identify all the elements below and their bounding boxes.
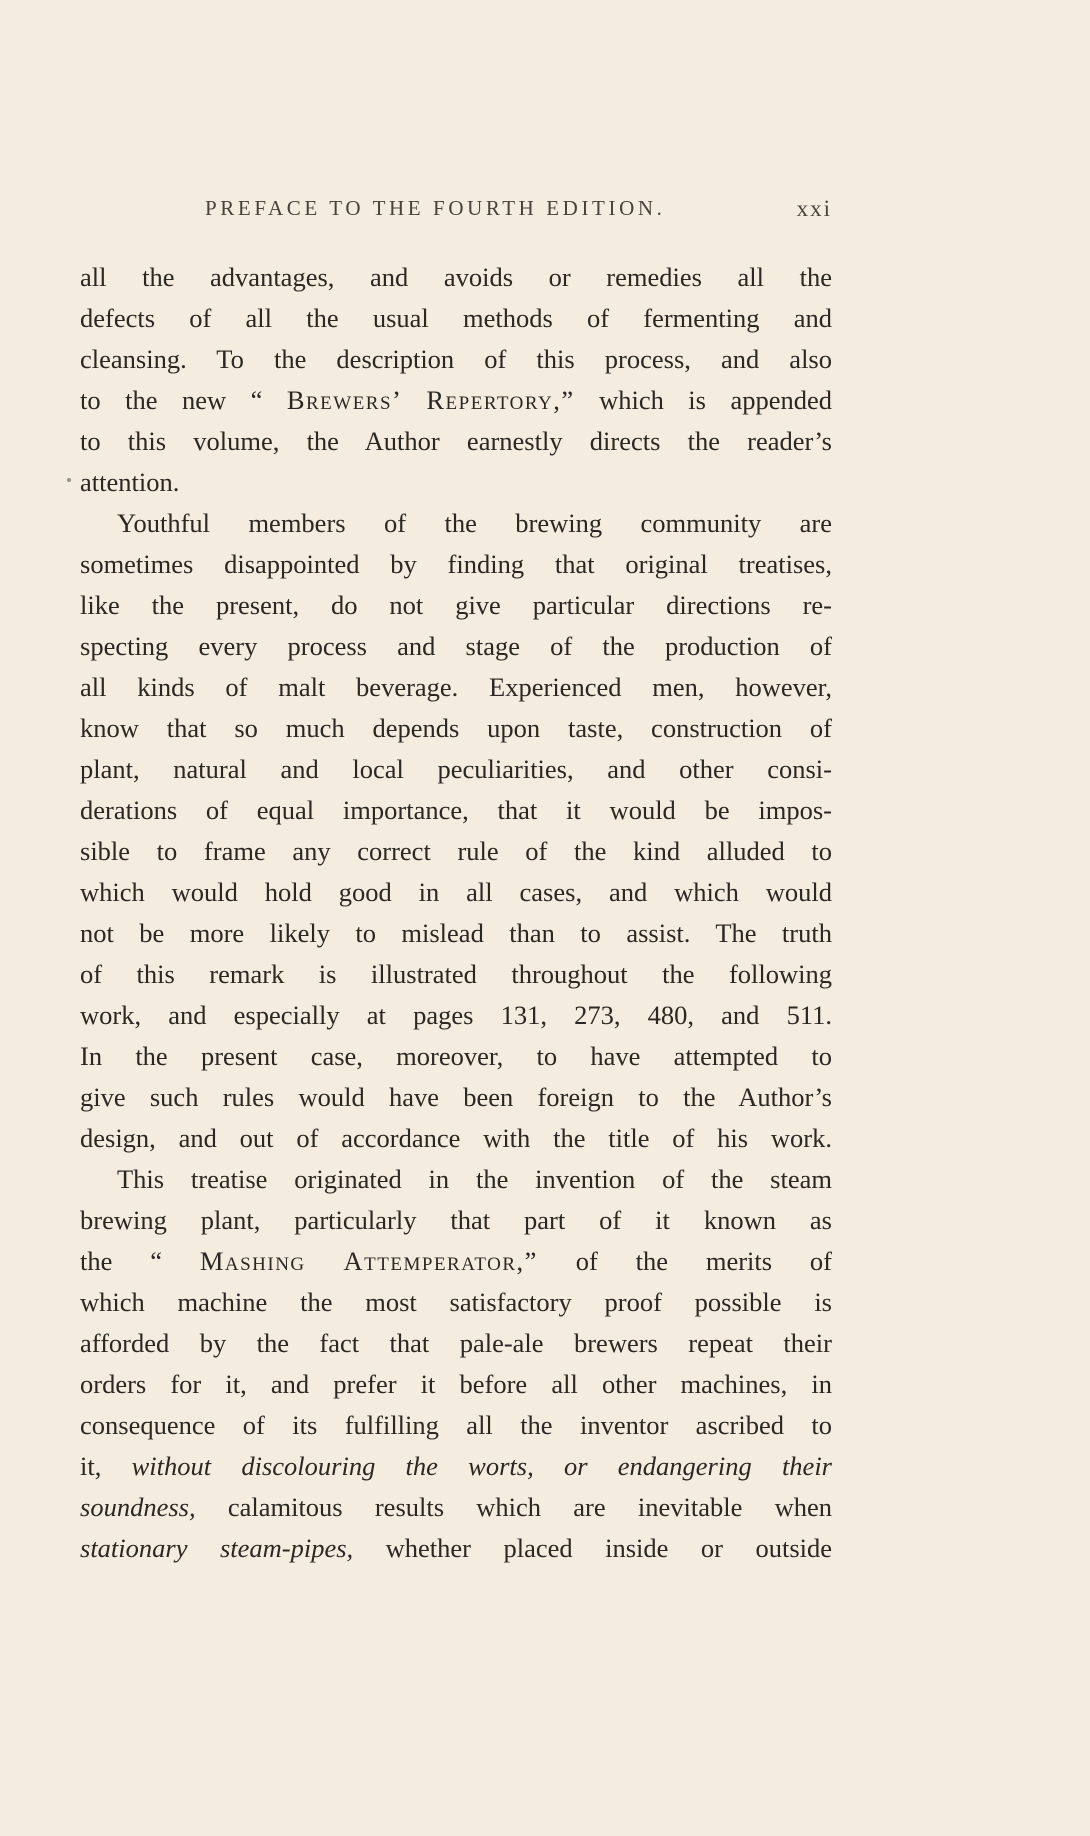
text-line: which machine the most satisfactory proof possible is	[80, 1287, 832, 1317]
text-line: all the advantages, and avoids or remedies all the	[80, 262, 832, 292]
text-line: attention.	[80, 467, 180, 497]
text-run: which is appended	[574, 385, 832, 415]
text-line: cleansing. To the description of this process, and also	[80, 344, 832, 374]
italic-text: without discolouring the worts, or endangering their	[131, 1451, 832, 1481]
italic-text: soundness,	[80, 1492, 196, 1522]
running-header	[80, 196, 832, 232]
text-line	[80, 1446, 832, 1487]
text-line: In the present case, moreover, to have attempted to	[80, 1041, 832, 1071]
text-run: whether placed inside or outside	[353, 1533, 833, 1563]
running-title: PREFACE TO THE FOURTH EDITION.	[205, 196, 666, 220]
text-line: design, and out of accordance with the title of his work.	[80, 1123, 832, 1153]
text-line: like the present, do not give particular directions re-	[80, 590, 832, 620]
text-line: afforded by the fact that pale-ale brewers repeat their	[80, 1328, 832, 1358]
text-line: orders for it, and prefer it before all other machines, in	[80, 1369, 832, 1399]
text-line: all kinds of malt beverage. Experienced men, however,	[80, 672, 832, 702]
text-line: know that so much depends upon taste, construction of	[80, 713, 832, 743]
text-line: consequence of its fulfilling all the inventor ascribed to	[80, 1410, 832, 1440]
small-caps-title: Mashing Attemperator,”	[199, 1246, 538, 1276]
text-line: specting every process and stage of the production of	[80, 631, 832, 661]
text-line: brewing plant, particularly that part of it known as	[80, 1205, 832, 1235]
text-run: of the merits of	[537, 1246, 832, 1276]
text-line: sometimes disappointed by finding that original treatises,	[80, 549, 832, 579]
text-run: to the new “	[80, 385, 287, 415]
text-line: defects of all the usual methods of fermenting and	[80, 303, 832, 333]
text-run: calamitous results which are inevitable when	[195, 1492, 832, 1522]
text-line	[80, 1528, 832, 1569]
text-line	[80, 1487, 832, 1528]
text-line: sible to frame any correct rule of the kind alluded to	[80, 836, 832, 866]
text-line: not be more likely to mislead than to assist. The truth	[80, 918, 832, 948]
body-text	[80, 257, 832, 1569]
paragraph-first-line: Youthful members of the brewing community are	[117, 508, 832, 538]
text-line: plant, natural and local peculiarities, and other consi-	[80, 754, 832, 784]
text-line: derations of equal importance, that it would be impos-	[80, 795, 832, 825]
text-line: work, and especially at pages 131, 273, 480, and 511.	[80, 1000, 832, 1030]
text-run: it,	[80, 1451, 132, 1481]
text-line: give such rules would have been foreign to the Author’s	[80, 1082, 832, 1112]
italic-text: stationary steam-pipes,	[80, 1533, 354, 1563]
small-caps-title: Brewers’ Repertory,”	[286, 385, 575, 415]
text-line: to this volume, the Author earnestly directs the reader’s	[80, 426, 832, 456]
text-run: the “	[80, 1246, 200, 1276]
paragraph-first-line: This treatise originated in the invention of the steam	[117, 1164, 832, 1194]
text-line: of this remark is illustrated throughout the following	[80, 959, 832, 989]
text-line	[80, 1241, 832, 1282]
text-line: which would hold good in all cases, and which would	[80, 877, 832, 907]
page-number: xxi	[796, 196, 832, 221]
text-line	[80, 380, 832, 421]
margin-mark	[67, 478, 71, 482]
